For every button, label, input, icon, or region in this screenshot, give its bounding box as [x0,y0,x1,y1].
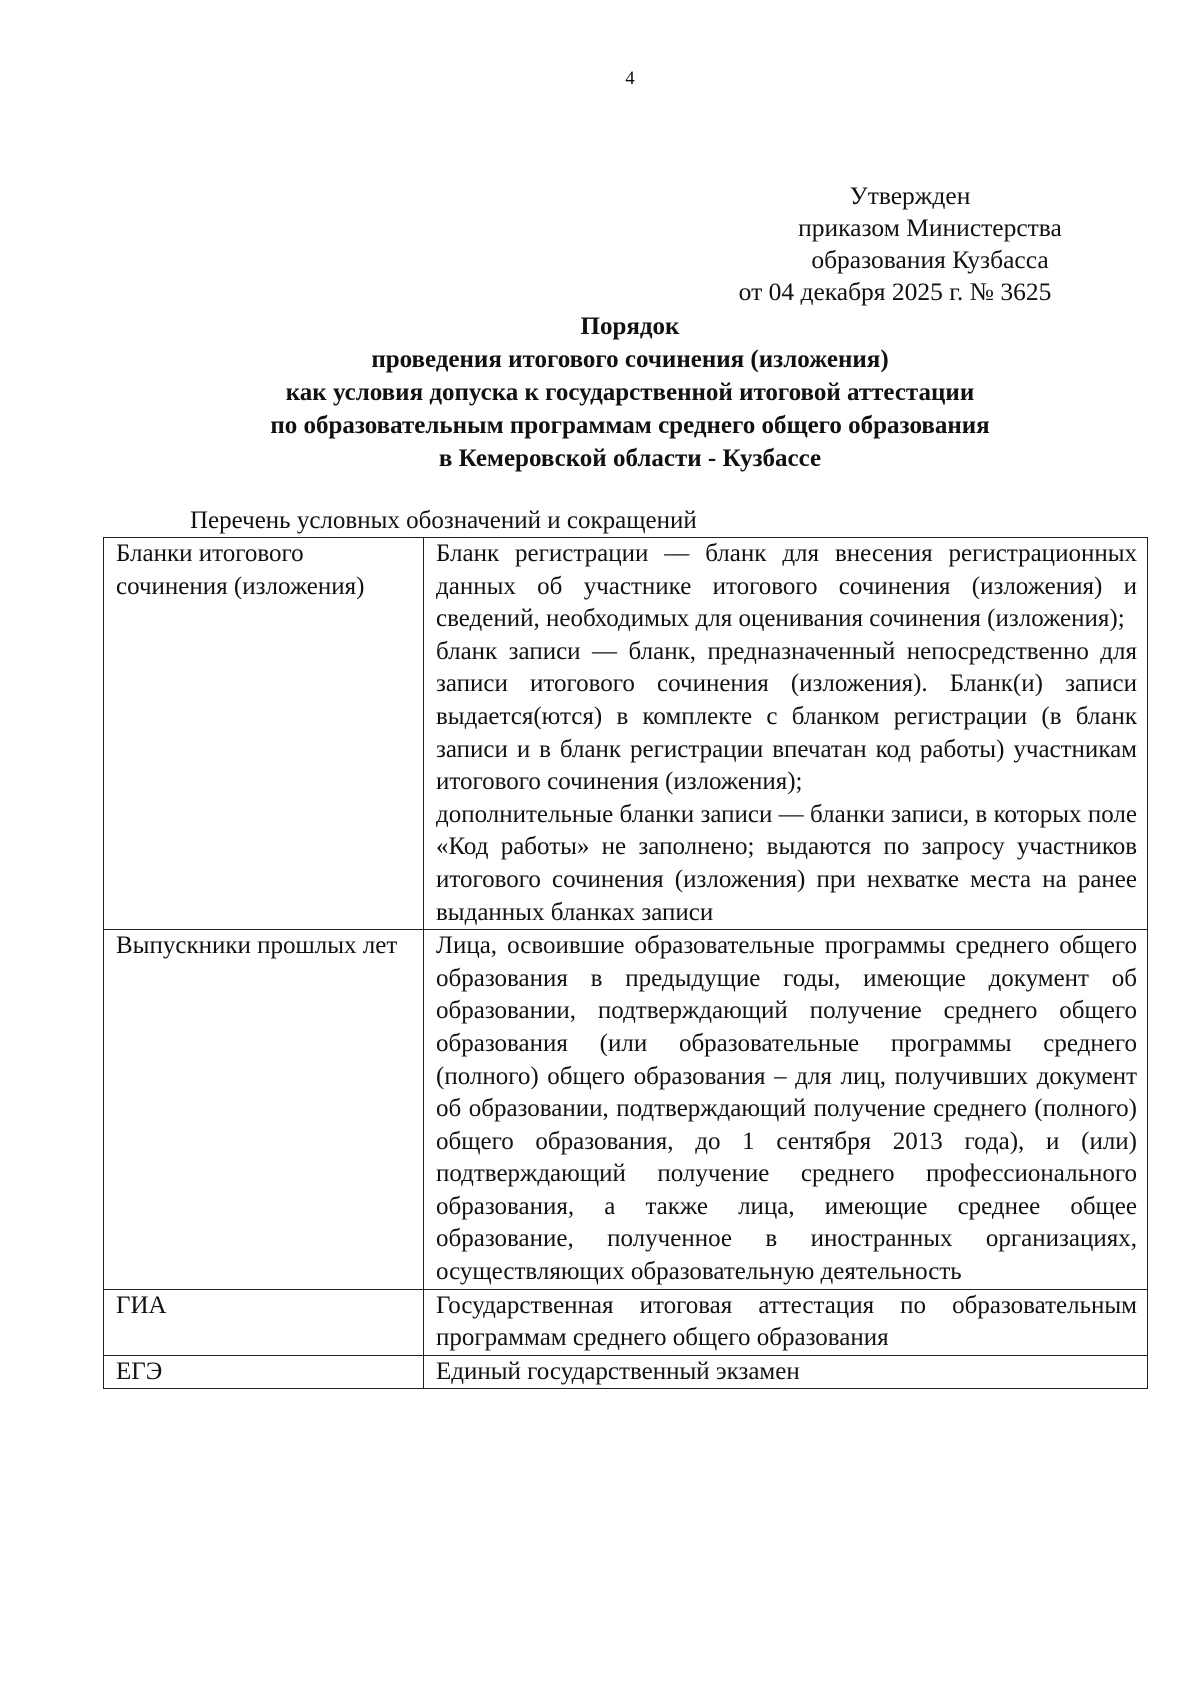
table-row [104,1355,1148,1389]
abbreviations-heading: Перечень условных обозначений и сокращений [190,507,697,534]
title-line-5: в Кемеровской области - Кузбассе [438,445,822,472]
definition-paragraph: бланк записи — бланк, предназначенный непосредственно для записи итогового сочинения (изложения). Бланк(и) записи выдается(ются) в комплекте с бланком регистрации (в бланк записи и в бланк регистрации впечатан код работы) участникам итогового сочинения (изложения); [436,637,1137,796]
term-cell: ГИА [104,1289,424,1355]
document-title [105,310,1155,475]
page-number: 4 [625,68,635,89]
table-row [104,538,1148,930]
approval-stamp [700,180,1180,308]
approval-line-date-number: от 04 декабря 2025 г. № 3625 [738,277,1052,306]
table-row [104,930,1148,1290]
definition-cell [424,1355,1148,1389]
definition-paragraph: Лица, освоившие образовательные программы среднего общего образования в предыдущие годы, имеющие документ об образовании, подтверждающий получение среднего общего образования (или образовательные программы среднего (полного) общего образования – для лиц, получивших документ об образовании, подтверждающий получение среднего (полного) общего образования, до 1 сентября 2013 года), и (или) подтверждающий получение среднего профессионального образования, а также лица, имеющие среднее общее образование, полученное в иностранных организациях, осуществляющих образовательную деятельность [436,932,1137,1286]
definition-paragraph: Государственная итоговая аттестация по образовательным программам среднего общего образования [436,1291,1137,1352]
definition-cell [424,1289,1148,1355]
definition-cell [424,538,1148,930]
abbreviations-table [103,537,1148,1389]
term-cell: ЕГЭ [104,1355,424,1389]
definition-paragraph: дополнительные бланки записи — бланки записи, в которых поле «Код работы» не заполнено; выдаются по запросу участников итогового сочинения (изложения) при нехватке места на ранее выданных бланках записи [436,800,1137,926]
title-line-4: по образовательным программам среднего общего образования [270,412,990,439]
table-row [104,1289,1148,1355]
title-line-3: как условия допуска к государственной итоговой аттестации [285,379,975,406]
term-cell: Выпускники прошлых лет [104,930,424,1290]
approval-line-ministry: образования Кузбасса [811,245,1049,274]
definition-paragraph: Единый государственный экзамен [436,1357,800,1385]
term-cell: Бланки итогового сочинения (изложения) [104,538,424,930]
approval-line-approved: Утвержден [849,181,971,210]
title-line-1: Порядок [580,313,680,340]
approval-line-order: приказом Министерства [798,213,1062,242]
title-line-2: проведения итогового сочинения (изложения) [371,346,889,373]
definition-paragraph: Бланк регистрации — бланк для внесения регистрационных данных об участнике итогового сочинения (изложения) и сведений, необходимых для оценивания сочинения (изложения); [436,540,1137,633]
definition-cell [424,930,1148,1290]
